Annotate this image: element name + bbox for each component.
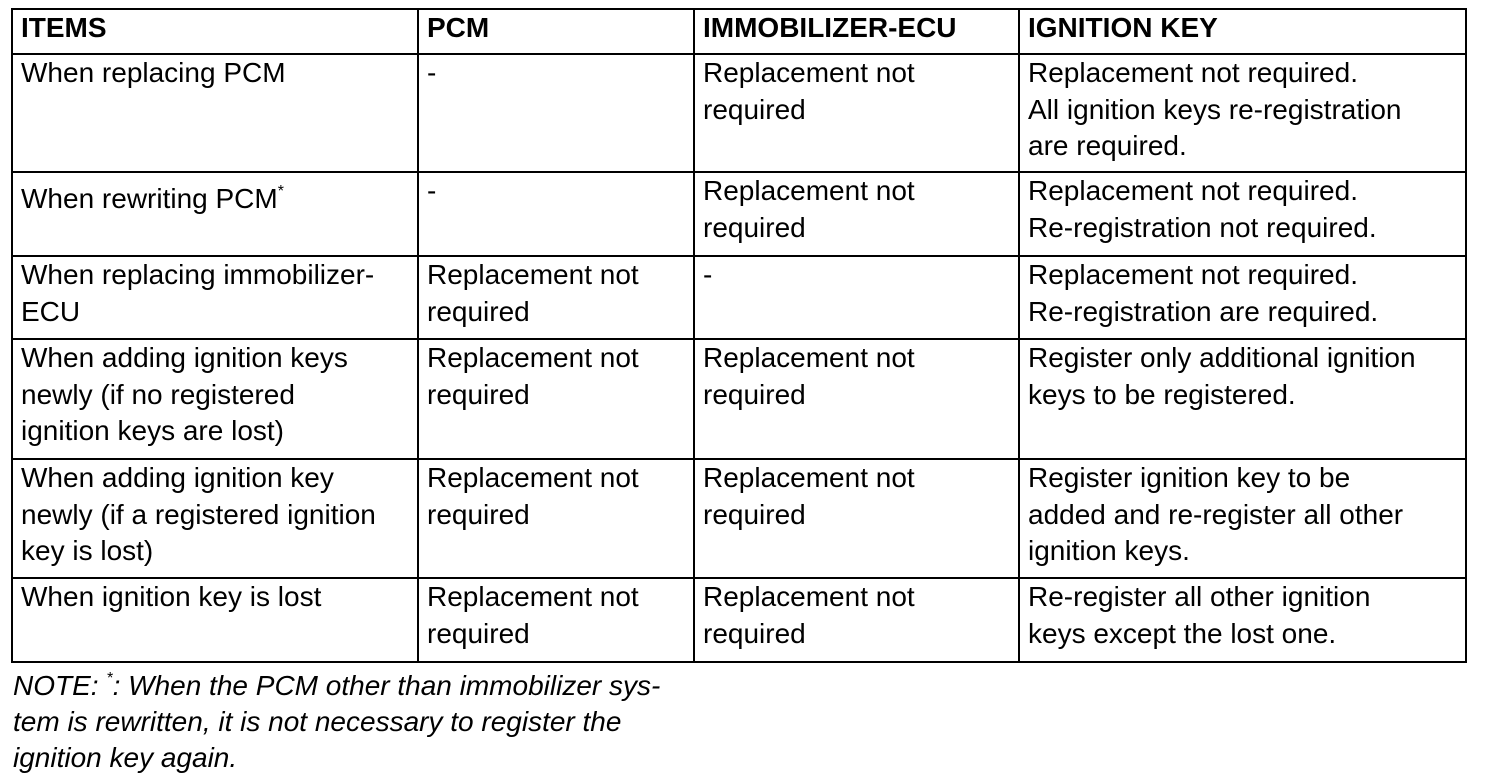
header-pcm: PCM bbox=[418, 9, 694, 54]
pcm-cell: - bbox=[418, 172, 694, 256]
immobilizer-parts-table bbox=[11, 8, 1467, 663]
table-header-row bbox=[12, 9, 1466, 54]
key-cell: Register ignition key to be added and re-register all other ignition keys. bbox=[1019, 459, 1466, 578]
ecu-cell: Replacement not required bbox=[694, 54, 1019, 172]
ecu-cell: Replacement not required bbox=[694, 339, 1019, 459]
table-row bbox=[12, 339, 1466, 459]
table-row bbox=[12, 578, 1466, 662]
ecu-cell: Replacement not required bbox=[694, 578, 1019, 662]
table-row bbox=[12, 256, 1466, 339]
key-cell: Replacement not required. Re-registration are required. bbox=[1019, 256, 1466, 339]
pcm-cell: Replacement not required bbox=[418, 578, 694, 662]
table-row bbox=[12, 172, 1466, 256]
note-marker: * bbox=[106, 670, 113, 687]
header-items: ITEMS bbox=[12, 9, 418, 54]
pcm-cell: - bbox=[418, 54, 694, 172]
note-text: : When the PCM other than immobilizer sys- tem is rewritten, it is not necessary to register the ignition key again. bbox=[13, 670, 661, 773]
ecu-cell: Replacement not required bbox=[694, 459, 1019, 578]
pcm-cell: Replacement not required bbox=[418, 339, 694, 459]
key-cell: Replacement not required. All ignition keys re-registration are required. bbox=[1019, 54, 1466, 172]
key-cell: Re-register all other ignition keys except the lost one. bbox=[1019, 578, 1466, 662]
header-immobilizer-ecu: IMMOBILIZER-ECU bbox=[694, 9, 1019, 54]
note-prefix: NOTE: bbox=[13, 670, 107, 701]
footnote-marker: * bbox=[277, 183, 284, 200]
key-cell: Register only additional ignition keys to be registered. bbox=[1019, 339, 1466, 459]
item-cell: When adding ignition key newly (if a registered ignition key is lost) bbox=[12, 459, 418, 578]
item-cell: When replacing immobilizer- ECU bbox=[12, 256, 418, 339]
ecu-cell: - bbox=[694, 256, 1019, 339]
pcm-cell: Replacement not required bbox=[418, 256, 694, 339]
item-cell: When replacing PCM bbox=[12, 54, 418, 172]
ecu-cell: Replacement not required bbox=[694, 172, 1019, 256]
header-ignition-key: IGNITION KEY bbox=[1019, 9, 1466, 54]
table-row bbox=[12, 459, 1466, 578]
item-cell: When ignition key is lost bbox=[12, 578, 418, 662]
footnote bbox=[13, 668, 743, 776]
key-cell: Replacement not required. Re-registration not required. bbox=[1019, 172, 1466, 256]
table-row bbox=[12, 54, 1466, 172]
pcm-cell: Replacement not required bbox=[418, 459, 694, 578]
item-cell bbox=[12, 172, 418, 256]
item-text: When rewriting PCM bbox=[21, 183, 278, 214]
item-cell: When adding ignition keys newly (if no registered ignition keys are lost) bbox=[12, 339, 418, 459]
